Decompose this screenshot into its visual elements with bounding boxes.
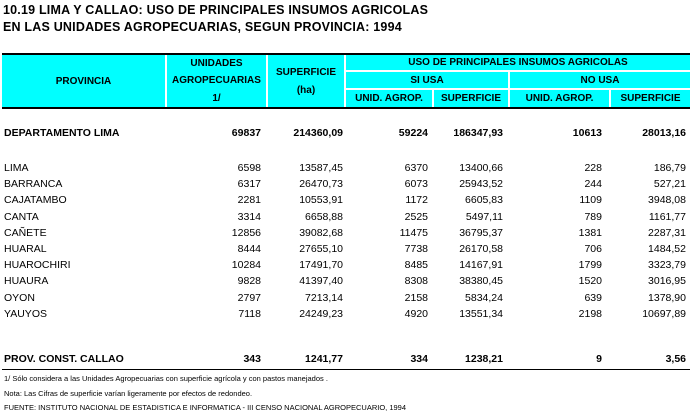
table-title-line-1: 10.19 LIMA Y CALLAO: USO DE PRINCIPALES INSUMOS AGRICOLAS xyxy=(3,3,429,17)
cell-value: 39082,68 xyxy=(299,226,343,239)
table-title-line-2: EN LAS UNIDADES AGROPECUARIAS, SEGUN PROVINCIA: 1994 xyxy=(3,20,402,34)
cell-value: 28013,16 xyxy=(642,127,686,139)
cell-value: 1161,77 xyxy=(648,210,686,223)
cell-value: 706 xyxy=(584,243,602,255)
cell-value: 27655,10 xyxy=(299,243,343,255)
cell-value: 10553,91 xyxy=(299,194,343,207)
row-label: CAÑETE xyxy=(4,226,47,239)
cell-value: 17491,70 xyxy=(299,259,343,272)
cell-value: 228 xyxy=(584,162,602,174)
cell-value: 343 xyxy=(243,353,261,365)
cell-value: 13551,34 xyxy=(459,307,503,320)
header-si-usa: SI USA xyxy=(346,72,508,88)
table-row xyxy=(0,178,692,192)
cell-value: 3,56 xyxy=(665,353,686,365)
cell-value: 26170,58 xyxy=(459,243,503,255)
header-bottom-rule xyxy=(2,107,690,109)
header-no-usa: NO USA xyxy=(510,72,690,88)
row-label: HUARAL xyxy=(4,243,47,255)
cell-value: 1799 xyxy=(578,259,602,272)
cell-value: 7118 xyxy=(238,307,261,320)
cell-value: 59224 xyxy=(398,127,428,139)
cell-value: 6598 xyxy=(237,162,261,174)
row-label: YAUYOS xyxy=(4,307,47,320)
table-row xyxy=(0,243,692,257)
row-label: PROV. CONST. CALLAO xyxy=(4,353,124,365)
cell-value: 2525 xyxy=(404,210,428,223)
cell-value: 5834,24 xyxy=(465,291,503,304)
cell-value: 6073 xyxy=(404,178,428,191)
source-note: FUENTE: INSTITUTO NACIONAL DE ESTADISTICA E INFORMATICA - III CENSO NACIONAL AGROPECUARIO, 1994 xyxy=(4,403,407,412)
cell-value: 9 xyxy=(596,353,602,365)
row-label: OYON xyxy=(4,291,35,304)
header-no-unid: UNID. AGROP. xyxy=(510,90,609,107)
row-label: CAJATAMBO xyxy=(4,194,67,207)
cell-value: 11475 xyxy=(399,226,428,239)
cell-value: 1109 xyxy=(579,194,602,207)
cell-value: 41397,40 xyxy=(299,275,343,288)
cell-value: 1172 xyxy=(405,194,428,207)
cell-value: 24249,23 xyxy=(299,307,343,320)
cell-value: 3016,95 xyxy=(648,275,686,288)
cell-value: 10284 xyxy=(231,259,261,272)
cell-value: 2287,31 xyxy=(648,226,686,239)
cell-value: 8308 xyxy=(404,275,428,288)
row-label: HUAURA xyxy=(4,275,49,288)
cell-value: 10613 xyxy=(572,127,602,139)
cell-value: 527,21 xyxy=(653,178,686,191)
note: Nota: Las Cifras de superficie varían ligeramente por efectos de redondeo. xyxy=(4,389,253,398)
cell-value: 7738 xyxy=(404,243,428,255)
header-unidades: UNIDADES AGROPECUARIAS 1/ xyxy=(167,55,266,107)
cell-value: 244 xyxy=(584,178,602,191)
cell-value: 3323,79 xyxy=(648,259,686,272)
row-label: HUAROCHIRI xyxy=(4,259,71,272)
cell-value: 38380,45 xyxy=(459,275,503,288)
cell-value: 4920 xyxy=(404,307,428,320)
cell-value: 6605,83 xyxy=(465,194,503,207)
table-row xyxy=(0,227,692,241)
cell-value: 2198 xyxy=(578,307,602,320)
cell-value: 1241,77 xyxy=(305,353,343,365)
cell-value: 214360,09 xyxy=(293,127,343,139)
table-row xyxy=(0,162,692,176)
cell-value: 789 xyxy=(584,210,602,223)
table-row-callao xyxy=(0,353,692,367)
cell-value: 36795,37 xyxy=(459,226,503,239)
cell-value: 10697,89 xyxy=(642,307,686,320)
cell-value: 2158 xyxy=(404,291,428,304)
cell-value: 1484,52 xyxy=(648,243,686,255)
cell-value: 5497,11 xyxy=(465,210,503,223)
cell-value: 6317 xyxy=(237,178,261,191)
cell-value: 186,79 xyxy=(653,162,686,174)
cell-value: 25943,52 xyxy=(459,178,503,191)
cell-value: 12856 xyxy=(231,226,261,239)
footnote: 1/ Sólo considera a las Unidades Agropecuarias con superficie agrícola y con pastos manejados . xyxy=(4,374,328,383)
cell-value: 6658,88 xyxy=(305,210,343,223)
table-row xyxy=(0,275,692,289)
cell-value: 2797 xyxy=(237,291,261,304)
cell-value: 3314 xyxy=(237,210,261,223)
row-label: DEPARTAMENTO LIMA xyxy=(4,127,120,139)
cell-value: 1520 xyxy=(578,275,602,288)
cell-value: 2281 xyxy=(237,194,261,207)
cell-value: 639 xyxy=(584,291,602,304)
cell-value: 13587,45 xyxy=(299,162,343,174)
table-row xyxy=(0,211,692,225)
header-no-superficie: SUPERFICIE xyxy=(611,90,690,107)
header-uso: USO DE PRINCIPALES INSUMOS AGRICOLAS xyxy=(346,55,690,70)
table-row-departamento xyxy=(0,127,692,141)
row-label: LIMA xyxy=(4,162,29,174)
row-label: CANTA xyxy=(4,210,39,223)
cell-value: 3948,08 xyxy=(648,194,686,207)
cell-value: 14167,91 xyxy=(459,259,503,272)
table-row xyxy=(0,194,692,208)
cell-value: 186347,93 xyxy=(453,127,503,139)
header-si-unid: UNID. AGROP. xyxy=(346,90,432,107)
header-si-superficie: SUPERFICIE xyxy=(434,90,508,107)
cell-value: 8485 xyxy=(404,259,428,272)
cell-value: 26470,73 xyxy=(299,178,343,191)
cell-value: 9828 xyxy=(237,275,261,288)
footer-rule xyxy=(2,369,690,370)
cell-value: 334 xyxy=(410,353,428,365)
cell-value: 1378,90 xyxy=(648,291,686,304)
cell-value: 13400,66 xyxy=(459,162,503,174)
table-row xyxy=(0,259,692,273)
cell-value: 6370 xyxy=(404,162,428,174)
cell-value: 1381 xyxy=(578,226,602,239)
cell-value: 7213,14 xyxy=(305,291,343,304)
row-label: BARRANCA xyxy=(4,178,63,191)
header-provincia: PROVINCIA xyxy=(2,55,165,107)
cell-value: 8444 xyxy=(237,243,261,255)
cell-value: 69837 xyxy=(231,127,261,139)
cell-value: 1238,21 xyxy=(465,353,503,365)
table-row xyxy=(0,308,692,322)
header-superficie: SUPERFICIE (ha) xyxy=(268,55,344,107)
table-row xyxy=(0,292,692,306)
